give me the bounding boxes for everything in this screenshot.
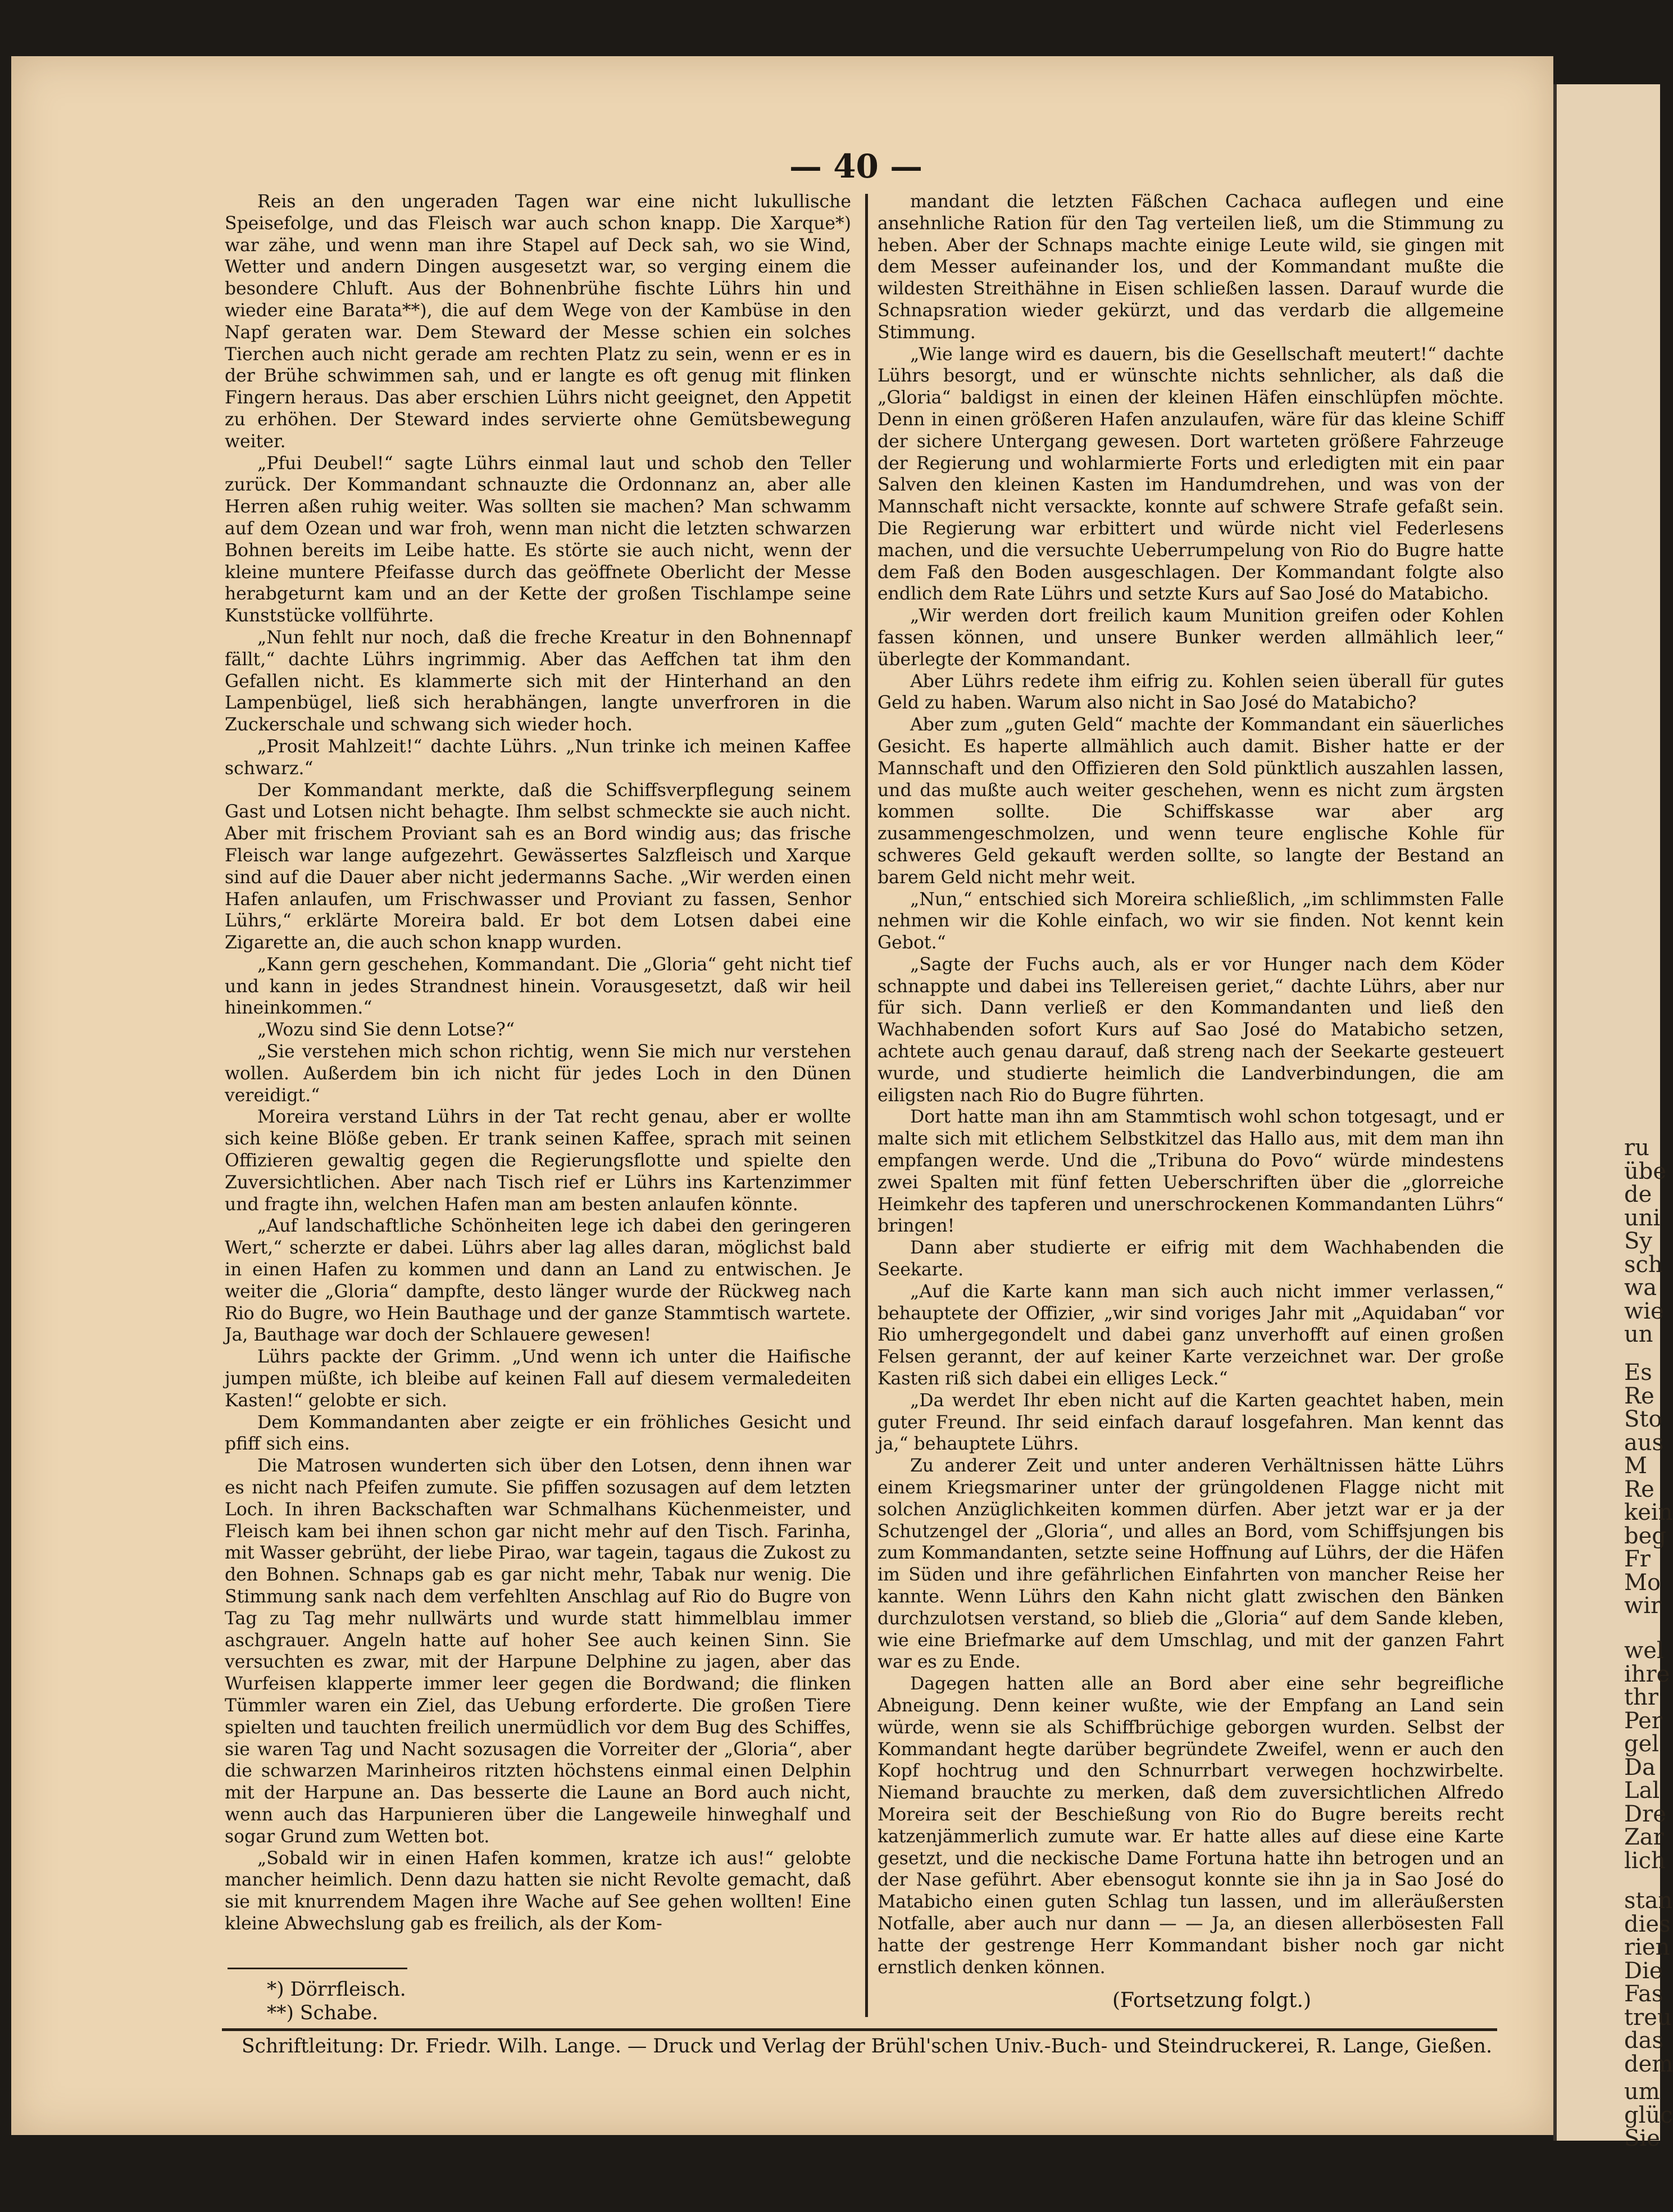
imprint-line: Schriftleitung: Dr. Friedr. Wilh. Lange. — Druck und Verlag der Brühl'schen Univ.-Buch- und Steindruckerei, R. Lange, Gießen. — [242, 2035, 1493, 2057]
next-page-text-fragment: wa — [1624, 1275, 1657, 1301]
next-page-text-fragment: lich — [1624, 1847, 1666, 1874]
next-page-text-fragment: Dre — [1624, 1801, 1666, 1827]
next-page-text-fragment: M — [1624, 1453, 1647, 1479]
paragraph: Die Matrosen wunderten sich über den Lotsen, denn ihnen war es nicht nach Pfeifen zumute. Sie pfiffen sozusagen auf dem letzten Loch. In ihren Backschaften war Schmalhans Küchenmeister, und Fleisch kam bei ihnen schon gar nicht mehr auf den Tisch. Farinha, mit Wasser gebrüht, der liebe Pirao, war tagein, tagaus die Zukost zu den Bohnen. Schnaps gab es gar nicht mehr, Tabak nur wenig. Die Stimmung sank nach dem verfehlten Anschlag auf Rio do Bugre von Tag zu Tag mehr nullwärts und wurde statt himmelblau immer aschgrauer. Angeln hatte auf hoher See auch keinen Sinn. Sie versuchten es zwar, mit der Harpune Delphine zu jagen, aber das Wurfeisen klapperte immer leer gegen die Bordwand; die flinken Tümmler waren ein Ziel, das Uebung erforderte. Die großen Tiere spielten und tauchten freilich unermüdlich vor dem Bug des Schiffes, sie waren Tag und Nacht sozusagen die Vorreiter der „Gloria“, aber die schwarzen Marinheiros ritzten höchstens einmal einen Delphin mit der Harpune an. Das besserte die Laune an Bord auch nicht, wenn auch das Harpunieren über die Langeweile hinweghalf und sogar Grund zum Wetten bot. — [225, 1456, 851, 1847]
paragraph: Der Kommandant merkte, daß die Schiffsverpflegung seinem Gast und Lotsen nicht behagte. Ihm selbst schmeckte sie auch nicht. Aber mit frischem Proviant sah es an Bord windig aus; das frische Fleisch war lange aufgezehrt. Gewässertes Salzfleisch und Xarque sind auf die Dauer aber nicht jedermanns Sache. „Wir werden einen Hafen anlaufen, um Frischwasser und Proviant zu fassen, Senhor Lührs,“ erklärte Moreira bald. Er bot dem Lotsen dabei eine Zigarette an, die auch schon knapp wurden. — [225, 780, 851, 953]
next-page-text-fragment: Re — [1624, 1476, 1654, 1502]
next-page-text-fragment: kein — [1624, 1500, 1673, 1525]
paragraph: „Auf landschaftliche Schönheiten lege ich dabei den geringeren Wert,“ scherzte er dabei. Lührs aber lag alles daran, möglichst bald in einen Hafen zu kommen und dann an Land zu entwischen. Je weiter die „Gloria“ dampfte, desto länger wurde der Rückweg nach Rio do Bugre, wo Hein Bauthage und der ganze Stammtisch wartete. Ja, Bauthage war doch der Schlauere gewesen! — [225, 1216, 851, 1346]
next-page-text-fragment: sch — [1624, 1251, 1663, 1278]
next-page-text-fragment: übe — [1624, 1158, 1667, 1184]
paragraph: „Pfui Deubel!“ sagte Lührs einmal laut und schob den Teller zurück. Der Kommandant schnauzte die Ordonnanz an, aber alle Herren aßen ruhig weiter. Was sollten sie machen? Man schwamm auf dem Ozean und war froh, wenn man nicht die letzten schwarzen Bohnen bereits im Leibe hatte. Es störte sie auch nicht, wenn der kleine muntere Pfeifasse durch das geöffnete Oberlicht der Messe herabgeturnt kam und an der Kette der großen Tischlampe seine Kunststücke vollführte. — [225, 453, 851, 626]
next-page-text-fragment: um — [1624, 2079, 1660, 2105]
next-page-text-fragment: Sie — [1624, 2125, 1660, 2151]
next-page-text-fragment: stan — [1624, 1888, 1673, 1914]
footnote: **) Schabe. — [267, 2002, 379, 2024]
next-page-edge — [1553, 84, 1673, 2151]
paragraph: Aber zum „guten Geld“ machte der Kommandant ein säuerliches Gesicht. Es haperte allmählich auch damit. Bisher hatte er der Mannschaft und den Offizieren den Sold pünktlich auszahlen lassen, und das mußte auch weiter geschehen, wenn es nicht zum ärgsten kommen sollte. Die Schiffskasse war aber arg zusammengeschmolzen, und wenn teure englische Kohle für schweres Geld gekauft werden sollte, so langte der Bestand an barem Geld nicht mehr weit. — [878, 715, 1504, 888]
paragraph: „Kann gern geschehen, Kommandant. Die „Gloria“ geht nicht tief und kann in jedes Strandnest hinein. Vorausgesetzt, daß wir heil hineinkommen.“ — [225, 954, 851, 1019]
page-number: — 40 — — [789, 147, 923, 185]
next-page-text-fragment: Es — [1624, 1360, 1652, 1386]
next-page-text-fragment: ru — [1624, 1135, 1649, 1161]
paragraph: Aber Lührs redete ihm eifrig zu. Kohlen seien überall für gutes Geld zu haben. Warum also nicht in Sao José do Matabicho? — [878, 671, 1504, 714]
paragraph: Dort hatte man ihn am Stammtisch wohl schon totgesagt, und er malte sich mit etlichem Selbstkitzel das Hallo aus, mit dem man ihn empfangen werde. Und die „Tribuna do Povo“ würde mindestens zwei Spalten mit fünf fetten Ueberschriften über die „glorreiche Heimkehr des tapferen und unerschrockenen Kommandanten Lührs“ bringen! — [878, 1107, 1504, 1237]
next-page-text-fragment: Lal — [1624, 1778, 1660, 1804]
paragraph: Dagegen hatten alle an Bord aber eine sehr begreifliche Abneigung. Denn keiner wußte, wie der Empfang an Land sein würde, wenn sie als Schiffbrüchige geborgen wurden. Selbst der Kommandant hegte darüber begründete Zweifel, wenn er auch den Kopf hochtrug und den Schnurrbart verwegen hochzwirbelte. Niemand brauchte zu merken, daß dem zuversichtlichen Alfredo Moreira seit der Beschießung von Rio do Bugre bereits recht katzenjämmerlich zumute war. Er hatte alles auf diese eine Karte gesetzt, und die neckische Dame Fortuna hatte ihn betrogen und an der Nase geführt. Aber ebensogut konnte sie ihn ja in Sao José do Matabicho einen guten Schlag tun lassen, und im alleräußersten Notfalle, aber auch nur dann — — Ja, an diesen allerbösesten Fall hatte der gestrenge Herr Kommandant bisher noch gar nicht ernstlich denken können. — [878, 1674, 1504, 1978]
footnote: *) Dörrfleisch. — [267, 1978, 406, 2001]
next-page-text-fragment: uni — [1624, 1205, 1661, 1231]
paragraph: Lührs packte der Grimm. „Und wenn ich unter die Haifische jumpen müßte, ich bleibe auf keinen Fall auf diesem vermaledeiten Kasten!“ gelobte er sich. — [225, 1347, 851, 1411]
next-page-text-fragment: rien — [1624, 1934, 1670, 1960]
footnote-rule — [228, 1968, 407, 1969]
next-page-text-fragment: dem — [1624, 2051, 1673, 2077]
continuation-note: (Fortsetzung folgt.) — [1112, 1989, 1311, 2012]
next-page-text-fragment: thr — [1624, 1684, 1658, 1710]
paragraph: „Sagte der Fuchs auch, als er vor Hunger nach dem Köder schnappte und dabei ins Tellereisen geriet,“ dachte Lührs, aber nur für sich. Dann verließ er den Kommandanten und ließ den Wachhabenden sofort Kurs auf Sao José do Matabicho setzen, achtete auch genau darauf, daß streng nach der Seekarte gesteuert wurde, und studierte heimlich die Landverbindungen, die am eiligsten nach Rio do Bugre führten. — [878, 954, 1504, 1106]
footnotes — [225, 1978, 843, 2025]
paragraph: „Wir werden dort freilich kaum Munition greifen oder Kohlen fassen können, und unsere Bunker werden allmählich leer,“ überlegte der Kommandant. — [878, 606, 1504, 670]
paragraph: „Sie verstehen mich schon richtig, wenn Sie mich nur verstehen wollen. Außerdem bin ich nicht für jedes Loch in den Dünen vereidigt.“ — [225, 1042, 851, 1106]
next-page-text-fragment: Mo — [1624, 1569, 1661, 1596]
left-column — [225, 191, 851, 1935]
paragraph: „Nun,“ entschied sich Moreira schließlich, „im schlimmsten Falle nehmen wir die Kohle einfach, wo wir sie finden. Not kennt kein Gebot.“ — [878, 889, 1504, 953]
next-page-text-fragment: beg — [1624, 1523, 1666, 1549]
paragraph: „Wozu sind Sie denn Lotse?“ — [257, 1020, 515, 1041]
paragraph: Zu anderer Zeit und unter anderen Verhältnissen hätte Lührs einem Kriegsmariner unter der grüngoldenen Flagge nicht mit solchen Anzüglichkeiten kommen dürfen. Aber jetzt war er ja der Schutzengel der „Gloria“, und alles an Bord, vom Schiffsjungen bis zum Kommandanten, setzte seine Hoffnung auf Lührs, der die Häfen im Süden und ihre gefährlichen Einfahrten von mancher Reise her kannte. Wenn Lührs den Kahn nicht glatt zwischen den Bänken durchzulotsen verstand, so blieb die „Gloria“ auf dem Sande kleben, wie eine Briefmarke auf dem Umschlag, und mit der ganzen Fahrt war es zu Ende. — [878, 1456, 1504, 1673]
next-page-text-fragment: un — [1624, 1321, 1653, 1347]
paragraph: Dann aber studierte er eifrig mit dem Wachhabenden die Seekarte. — [878, 1238, 1504, 1280]
next-page-text-fragment: Re — [1624, 1383, 1654, 1409]
paragraph: „Da werdet Ihr eben nicht auf die Karten geachtet haben, mein guter Freund. Ihr seid einfach darauf losgefahren. Man kennt das ja,“ behauptete Lührs. — [878, 1390, 1504, 1455]
next-page-text-fragment: Per — [1624, 1707, 1662, 1734]
next-page-text-fragment: dies — [1624, 1911, 1671, 1937]
next-page-text-fragment: ihre — [1624, 1661, 1670, 1687]
next-page-text-fragment: aus — [1624, 1429, 1664, 1456]
next-page-text-fragment: Fas — [1624, 1981, 1663, 2007]
paragraph: „Sobald wir in einen Hafen kommen, kratze ich aus!“ gelobte mancher heimlich. Denn dazu hatten sie nicht Revolte gemacht, daß sie mit knurrendem Magen ihre Wache auf See gehen wollten! Eine kleine Abwechslung gab es freilich, als der Kom- — [225, 1848, 851, 1934]
paragraph: Moreira verstand Lührs in der Tat recht genau, aber er wollte sich keine Blöße geben. Er trank seinen Kaffee, sprach mit seinen Offizieren gewaltig gegen die Regierungsflotte und spielte den Zuversichtlichen. Aber nach Tisch rief er Lührs ins Kartenzimmer und fragte ihn, welchen Hafen man am besten anlaufen könnte. — [225, 1107, 851, 1215]
paragraph: „Wie lange wird es dauern, bis die Gesellschaft meutert!“ dachte Lührs besorgt, und er wünschte nichts sehnlicher, als daß die „Gloria“ baldigst in einen der kleinen Häfen einschlüpfen möchte. Denn in einen größeren Hafen anzulaufen, wäre für das kleine Schiff der sichere Untergang gewesen. Dort warteten größere Fahrzeuge der Regierung und wohlarmierte Forts und erledigten mit ein paar Salven den kleinen Kasten im Handumdrehen, und was von der Mannschaft nicht versackte, konnte auf schwere Strafe gefaßt sein. Die Regierung war erbittert und würde nicht viel Federlesens machen, und die versuchte Ueberrumpelung von Rio do Bugre hatte dem Faß den Boden ausgeschlagen. Der Kommandant folgte also endlich dem Rate Lührs und setzte Kurs auf Sao José do Matabicho. — [878, 344, 1504, 605]
paragraph: „Prosit Mahlzeit!“ dachte Lührs. „Nun trinke ich meinen Kaffee schwarz.“ — [225, 736, 851, 779]
next-page-text-fragment: Da — [1624, 1754, 1656, 1780]
next-page-text-fragment: de — [1624, 1182, 1652, 1207]
next-page-text-fragment: Sto — [1624, 1406, 1662, 1432]
paragraph: „Auf die Karte kann man sich auch nicht immer verlassen,“ behauptete der Offizier, „wir sind voriges Jahr mit „Aquidaban“ vor Rio umhergegondelt und dabei ganz unverhofft auf einen großen Felsen gerannt, der auf keiner Karte verzeichnet war. Der große Kasten riß sich dabei ein elliges Leck.“ — [878, 1281, 1504, 1389]
column-divider — [865, 194, 868, 2017]
next-page-text-fragment: Sy — [1624, 1228, 1652, 1254]
next-page-text-fragment: Die — [1624, 1957, 1663, 1984]
next-page-text-fragment: wie — [1624, 1298, 1664, 1324]
right-column — [878, 191, 1504, 1978]
next-page-text-fragment: gel — [1624, 1731, 1660, 1757]
next-page-text-fragment: treu — [1624, 2004, 1672, 2031]
next-page-text-fragment: Zar — [1624, 1824, 1664, 1850]
next-page-text-fragment: glüc — [1624, 2102, 1673, 2128]
next-page-text-fragment: wir — [1624, 1593, 1662, 1619]
paragraph: mandant die letzten Fäßchen Cachaca auflegen und eine ansehnliche Ration für den Tag verteilen ließ, um die Stimmung zu heben. Aber der Schnaps machte einige Leute wild, sie gingen mit dem Messer aufeinander los, und der Kommandant mußte die wildesten Streithähne in Eisen schließen lassen. Darauf wurde die Schnapsration wieder gekürzt, und das verdarb die allgemeine Stimmung. — [878, 192, 1504, 343]
next-page-text-fragment: wel — [1624, 1638, 1664, 1664]
paragraph: „Nun fehlt nur noch, daß die freche Kreatur in den Bohnennapf fällt,“ dachte Lührs ingrimmig. Aber das Aeffchen tat ihm den Gefallen nicht. Es klammerte sich mit der Hinterhand an den Lampenbügel, ließ sich herabhängen, langte unverfroren in die Zuckerschale und schwang sich wieder hoch. — [225, 627, 851, 735]
paragraph: Reis an den ungeraden Tagen war eine nicht lukullische Speisefolge, und das Fleisch war auch schon knapp. Die Xarque*) war zähe, und wenn man ihre Stapel auf Deck sah, wo sie Wind, Wetter und andern Dingen ausgesetzt war, so verging einem die besondere Chluft. Aus der Bohnenbrühe fischte Lührs hin und wieder eine Barata**), die auf dem Wege von der Kambüse in den Napf geraten war. Dem Steward der Messe schien ein solches Tierchen auch nicht gerade am rechten Platz zu sein, wenn er es in der Brühe schwimmen sah, und er langte es oft genug mit flinken Fingern heraus. Das aber erschien Lührs nicht geeignet, den Appetit zu erhöhen. Der Steward indes servierte ohne Gemütsbewegung weiter. — [225, 192, 851, 452]
imprint-rule — [222, 2028, 1497, 2031]
next-page-text-fragment: das — [1624, 2028, 1663, 2054]
next-page-text-fragment: Fr — [1624, 1546, 1651, 1572]
paragraph: Dem Kommandanten aber zeigte er ein fröhliches Gesicht und pfiff sich eins. — [225, 1412, 851, 1455]
